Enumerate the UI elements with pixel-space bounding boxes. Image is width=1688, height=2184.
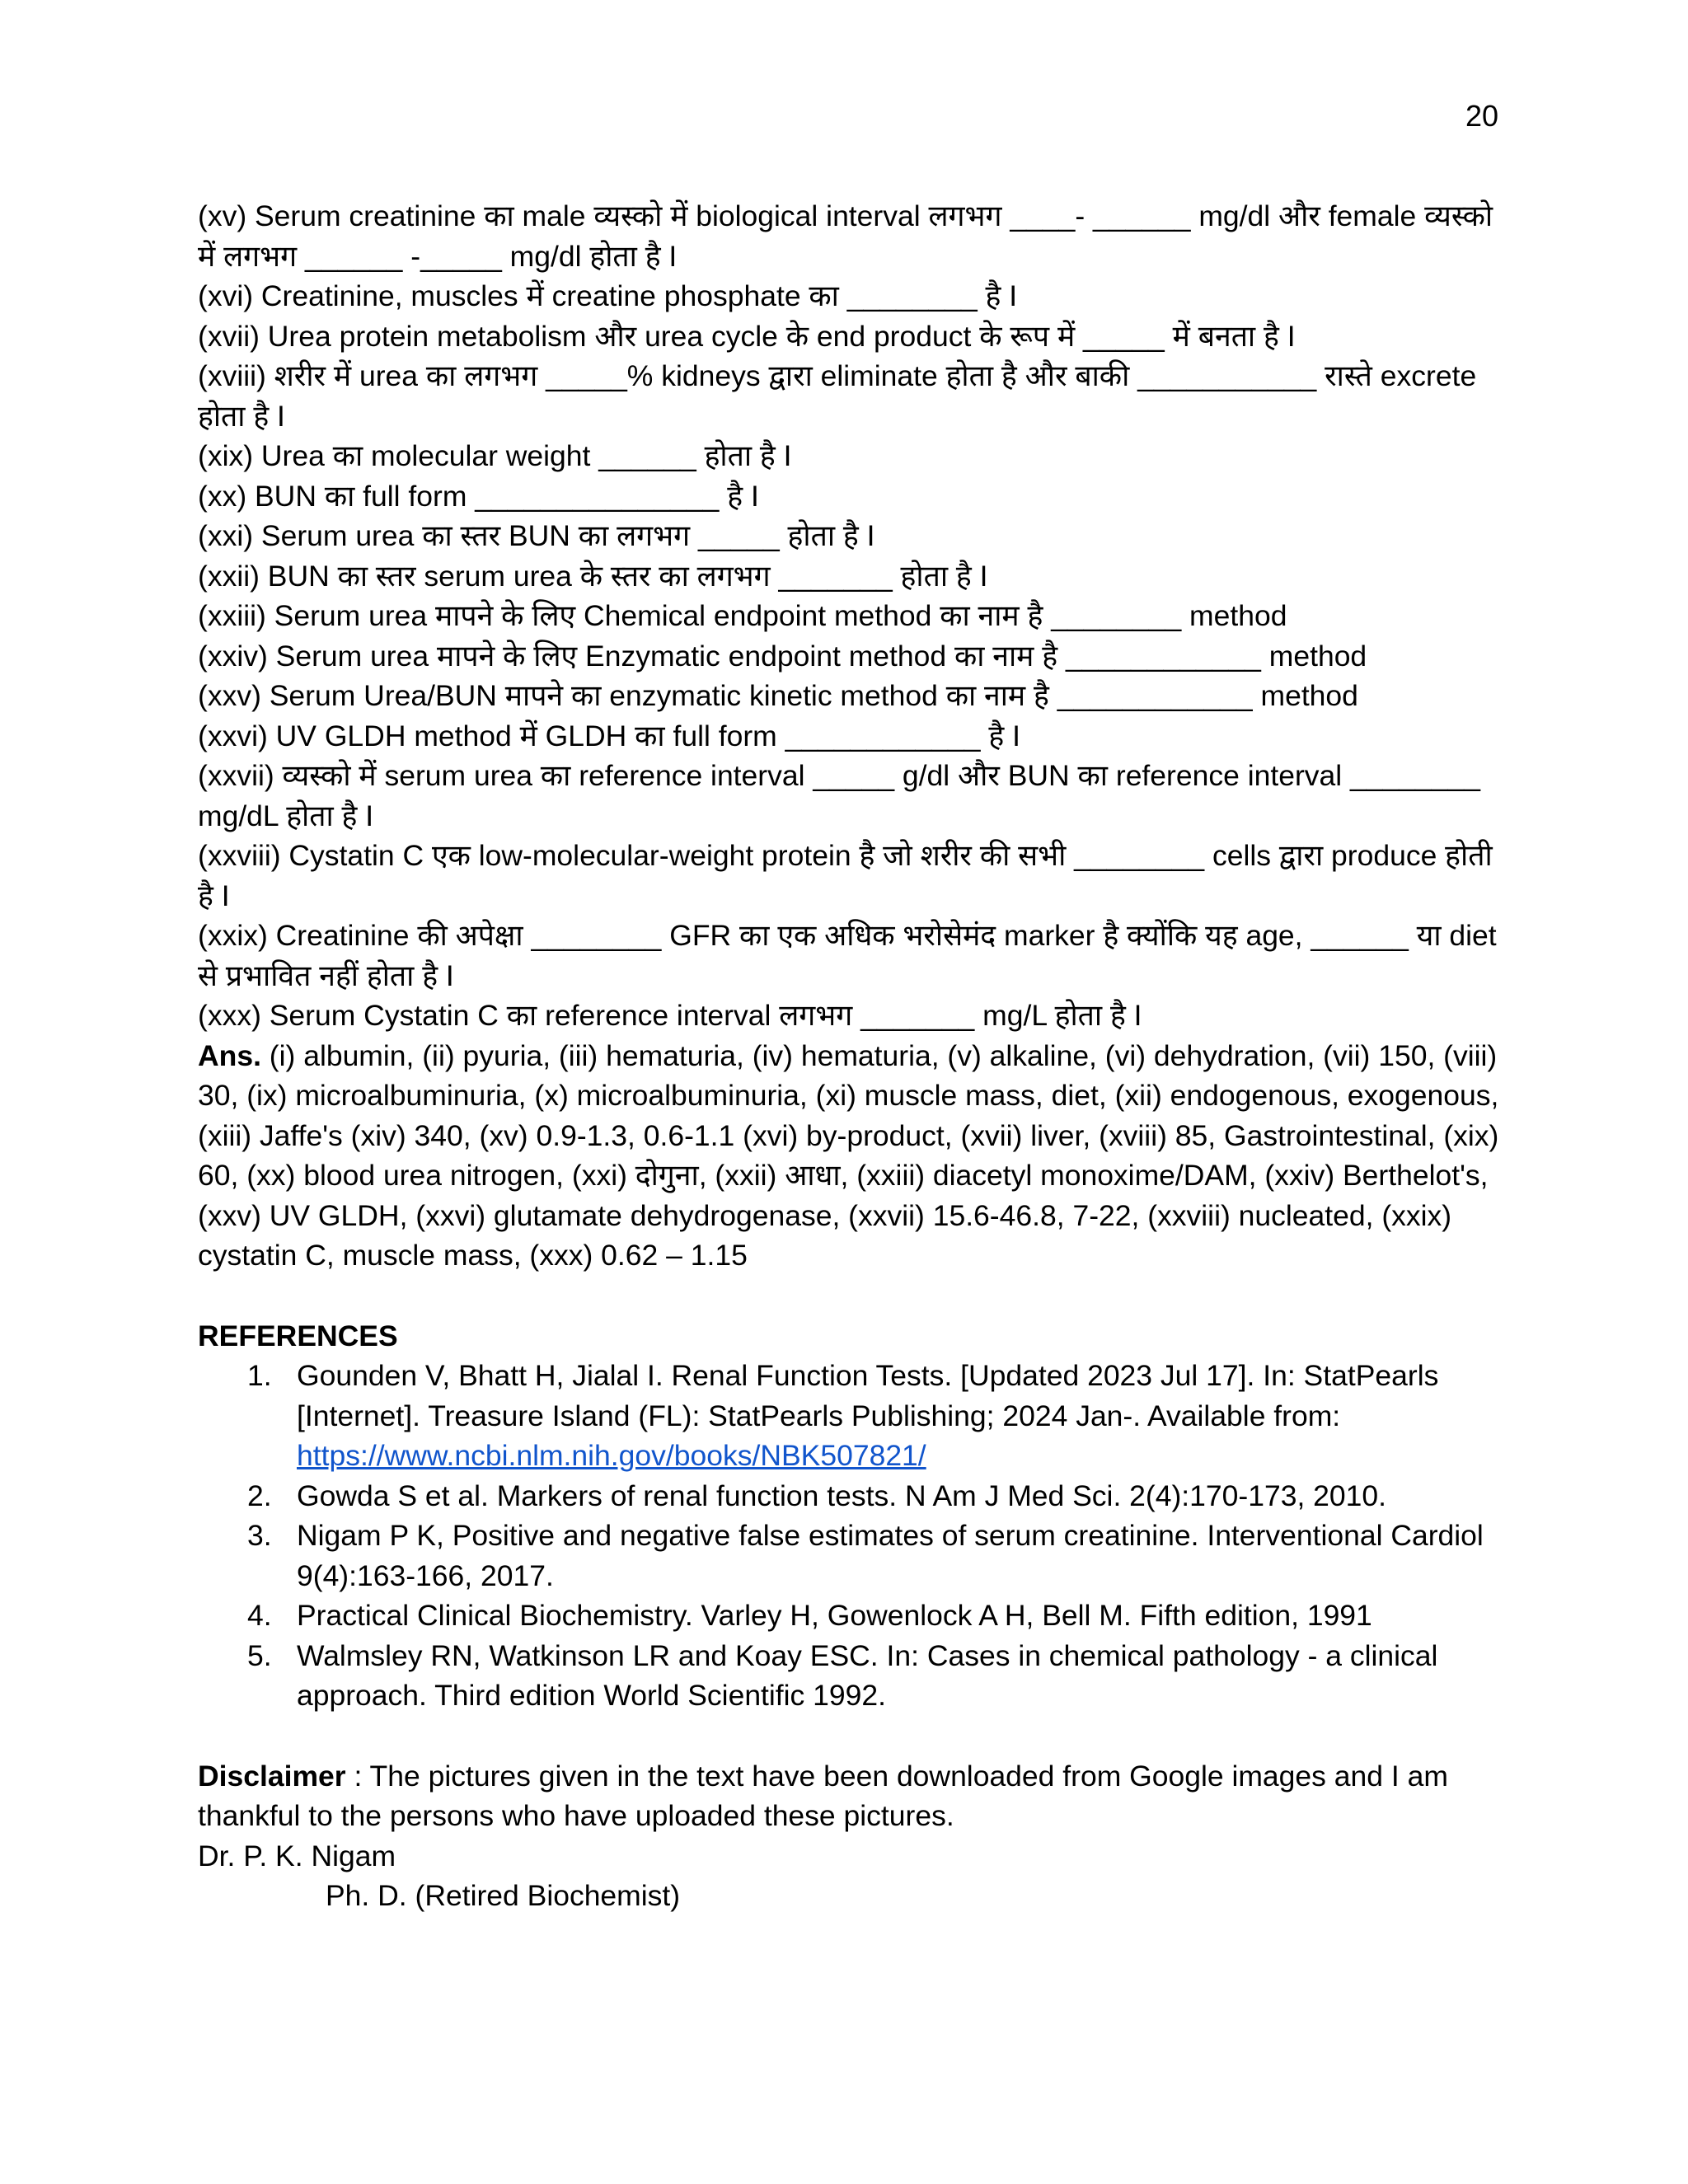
question-xix: (xix) Urea का molecular weight ______ होता है I [198, 439, 792, 472]
references-heading: REFERENCES [198, 1319, 398, 1352]
question-xx: (xx) BUN का full form _______________ है I [198, 479, 759, 513]
answer-key [198, 1036, 1504, 1276]
reference-item [247, 1476, 1504, 1516]
reference-number: 5. [247, 1638, 272, 1672]
question-xxii: (xxii) BUN का स्तर serum urea के स्तर का लगभग _______ होता है I [198, 559, 988, 593]
answer-text: (i) albumin, (ii) pyuria, (iii) hematuria, (iv) hematuria, (v) alkaline, (vi) dehydration, (vii) 150, (viii) 30, (ix) microalbuminuria, (x) microalbuminuria, (xi) muscle mass, diet, (xii) endogenous, exogenous, (xiii) Jaffe's (xiv) 340, (xv) 0.9-1.3, 0.6-1.1 (xvi) by-product, (xvii) liver, (xviii) 85, Gastrointestinal, (xix) 60, (xx) blood urea nitrogen, (xxi) दोगुना, (xxii) आधा, (xxiii) diacetyl monoxime/DAM, (xxiv) Berthelot's, (xxv) UV GLDH, (xxvi) glutamate dehydrogenase, (xxvii) 15.6-46.8, 7-22, (xxviii) nucleated, (xxix) cystatin C, muscle mass, (xxx) 0.62 – 1.15 [198, 1038, 1499, 1272]
author-name: Dr. P. K. Nigam [198, 1839, 396, 1872]
question-xxi: (xxi) Serum urea का स्तर BUN का लगभग _____ होता है I [198, 519, 875, 552]
question-xxviii: (xxviii) Cystatin C एक low-molecular-weight protein है जो शरीर की सभी ________ cells द्वारा produce होती है I [198, 839, 1493, 912]
reference-item [247, 1356, 1504, 1476]
reference-item [247, 1636, 1504, 1716]
author-degree: Ph. D. (Retired Biochemist) [326, 1879, 681, 1912]
reference-item [247, 1516, 1504, 1596]
question-xxvi: (xxvi) UV GLDH method में GLDH का full form ____________ है I [198, 719, 1020, 752]
reference-link[interactable]: https://www.ncbi.nlm.nih.gov/books/NBK507821/ [297, 1439, 926, 1472]
reference-item [247, 1596, 1504, 1636]
reference-text: Nigam P K, Positive and negative false estimates of serum creatinine. Interventional Cardiol 9(4):163-166, 2017. [297, 1519, 1484, 1592]
reference-text: Practical Clinical Biochemistry. Varley H, Gowenlock A H, Bell M. Fifth edition, 1991 [297, 1599, 1372, 1632]
question-list [198, 196, 1504, 1036]
reference-number: 2. [247, 1479, 272, 1512]
reference-text: Gowda S et al. Markers of renal function tests. N Am J Med Sci. 2(4):170-173, 2010. [297, 1479, 1387, 1512]
answer-label: Ans. [198, 1038, 261, 1072]
page-number: 20 [1465, 99, 1498, 133]
page-content [198, 196, 1504, 1916]
reference-text: Walmsley RN, Watkinson LR and Koay ESC. In: Cases in chemical pathology - a clinical approach. Third edition World Scientific 1992. [297, 1638, 1438, 1712]
reference-number: 4. [247, 1599, 272, 1632]
references-list [198, 1356, 1504, 1716]
question-xxvii: (xxvii) व्यस्को में serum urea का reference interval _____ g/dl और BUN का reference interval ________ mg/dL होता है I [198, 759, 1480, 832]
disclaimer-label: Disclaimer [198, 1759, 346, 1793]
question-xviii: (xviii) शरीर में urea का लगभग _____% kidneys द्वारा eliminate होता है और बाकी ___________ रास्ते excrete होता है I [198, 359, 1477, 433]
reference-number: 1. [247, 1359, 272, 1392]
question-xxix: (xxix) Creatinine की अपेक्षा ________ GFR का एक अधिक भरोसेमंद marker है क्योंकि यह age, ______ या diet से प्रभावित नहीं होता है I [198, 919, 1497, 992]
disclaimer [198, 1756, 1504, 1836]
question-xvi: (xvi) Creatinine, muscles में creatine phosphate का ________ है I [198, 279, 1018, 312]
question-xxx: (xxx) Serum Cystatin C का reference interval लगभग _______ mg/L होता है I [198, 999, 1142, 1032]
question-xvii: (xvii) Urea protein metabolism और urea cycle के end product के रूप में _____ में बनता है I [198, 319, 1296, 353]
question-xxv: (xxv) Serum Urea/BUN मापने का enzymatic kinetic method का नाम है ____________ method [198, 679, 1358, 712]
reference-text: Gounden V, Bhatt H, Jialal I. Renal Function Tests. [Updated 2023 Jul 17]. In: StatPearls [Internet]. Treasure Island (FL): StatPearls Publishing; 2024 Jan-. Available from: [297, 1359, 1439, 1432]
reference-number: 3. [247, 1519, 272, 1552]
question-xv: (xv) Serum creatinine का male व्यस्को में biological interval लगभग ____- ______ mg/dl और female व्यस्को में लगभग ______ -_____ mg/dl होता है I [198, 199, 1493, 273]
disclaimer-text: : The pictures given in the text have been downloaded from Google images and I am thankful to the persons who have uploaded these pictures. [198, 1759, 1448, 1832]
question-xxiv: (xxiv) Serum urea मापने के लिए Enzymatic endpoint method का नाम है ____________ method [198, 639, 1367, 673]
question-xxiii: (xxiii) Serum urea मापने के लिए Chemical endpoint method का नाम है ________ method [198, 599, 1287, 632]
